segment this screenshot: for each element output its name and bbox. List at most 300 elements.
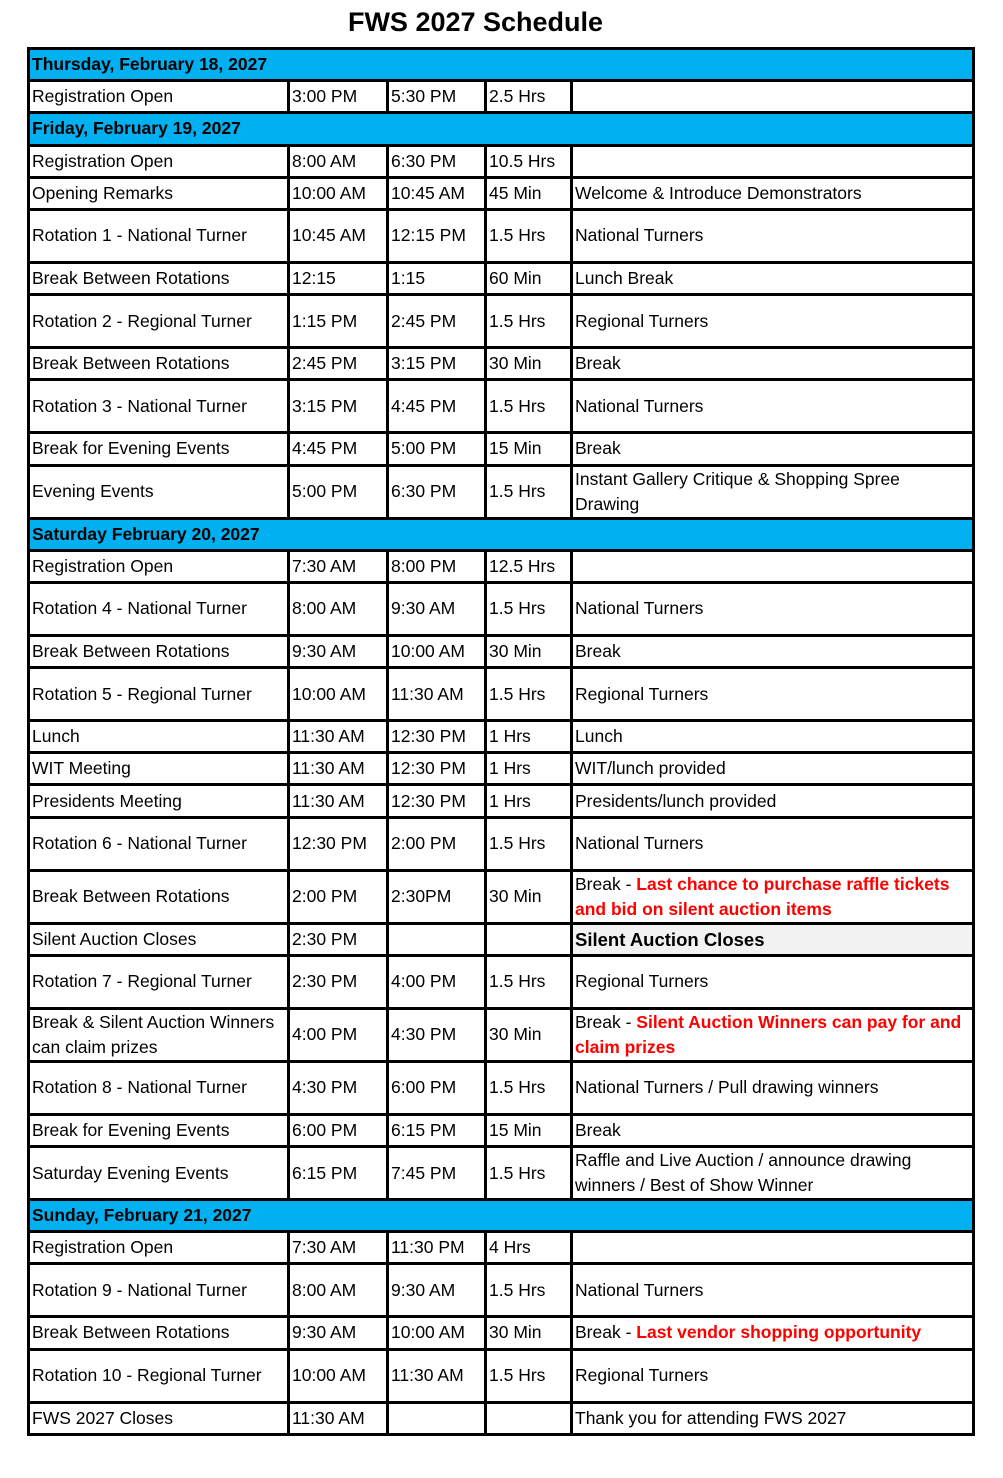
start-time-cell	[290, 1351, 389, 1401]
activity-text: Lunch	[32, 726, 80, 747]
day-header: Thursday, February 18, 2027	[32, 54, 268, 75]
duration-cell	[487, 179, 573, 208]
notes-text	[575, 1148, 967, 1198]
duration-cell	[487, 872, 573, 922]
note-segment: National Turners	[575, 1279, 704, 1300]
schedule-row	[30, 1351, 972, 1404]
notes-text	[575, 1320, 921, 1345]
end-time-cell	[389, 754, 487, 783]
activity-cell	[30, 1318, 290, 1347]
notes-cell	[573, 669, 972, 719]
day-header: Sunday, February 21, 2027	[32, 1205, 252, 1226]
end-time-text: 4:45 PM	[391, 395, 457, 416]
start-time-cell	[290, 349, 389, 378]
activity-cell	[30, 1148, 290, 1198]
schedule-row	[30, 1010, 972, 1063]
duration-cell	[487, 1265, 573, 1315]
alert-note: Last chance to purchase raffle tickets and bid on silent auction items	[575, 873, 950, 919]
activity-text: Break Between Rotations	[32, 353, 230, 374]
note-segment: Break	[575, 353, 621, 374]
notes-text	[575, 927, 764, 952]
end-time-cell	[389, 669, 487, 719]
start-time-cell	[290, 82, 389, 111]
start-time-cell	[290, 819, 389, 869]
note-segment: Regional Turners	[575, 683, 709, 704]
duration-text: 1.5 Hrs	[489, 683, 546, 704]
notes-cell	[573, 754, 972, 783]
start-time-text: 2:30 PM	[292, 928, 358, 949]
notes-cell	[573, 1233, 972, 1262]
note-segment: Silent Auction Closes	[575, 928, 765, 950]
end-time-cell	[389, 381, 487, 431]
duration-cell	[487, 722, 573, 751]
notes-text	[575, 1075, 878, 1100]
activity-text: Rotation 7 - Regional Turner	[32, 971, 252, 992]
notes-cell	[573, 637, 972, 666]
start-time-cell	[290, 1318, 389, 1347]
end-time-cell	[389, 925, 487, 954]
end-time-cell	[389, 1148, 487, 1198]
start-time-cell	[290, 754, 389, 783]
end-time-cell	[389, 264, 487, 293]
schedule-row	[30, 957, 972, 1010]
notes-text	[575, 1118, 621, 1143]
start-time-cell	[290, 264, 389, 293]
end-time-cell	[389, 179, 487, 208]
activity-text: Rotation 10 - Regional Turner	[32, 1365, 262, 1386]
schedule-row	[30, 819, 972, 872]
schedule-row	[30, 584, 972, 637]
schedule-row	[30, 1063, 972, 1116]
activity-text: Break Between Rotations	[32, 886, 230, 907]
start-time-text: 8:00 AM	[292, 150, 357, 171]
duration-cell	[487, 754, 573, 783]
schedule-row	[30, 925, 972, 957]
activity-cell	[30, 264, 290, 293]
activity-cell	[30, 669, 290, 719]
start-time-cell	[290, 1265, 389, 1315]
duration-cell	[487, 637, 573, 666]
duration-text: 1 Hrs	[489, 758, 531, 779]
start-time-cell	[290, 1116, 389, 1145]
notes-cell	[573, 1351, 972, 1401]
activity-cell	[30, 179, 290, 208]
schedule-row	[30, 1148, 972, 1201]
note-segment: National Turners	[575, 225, 704, 246]
start-time-text: 9:30 AM	[292, 1322, 357, 1343]
notes-cell	[573, 179, 972, 208]
notes-text	[575, 872, 967, 922]
end-time-text: 1:15	[391, 268, 426, 289]
notes-text	[575, 309, 708, 334]
note-segment: Break	[575, 438, 621, 459]
start-time-text: 12:30 PM	[292, 833, 367, 854]
duration-cell	[487, 786, 573, 815]
start-time-cell	[290, 381, 389, 431]
activity-text: Registration Open	[32, 150, 174, 171]
activity-cell	[30, 637, 290, 666]
note-segment: National Turners	[575, 395, 704, 416]
end-time-text: 2:45 PM	[391, 310, 457, 331]
day-header: Saturday February 20, 2027	[32, 523, 260, 544]
activity-cell	[30, 957, 290, 1007]
notes-cell	[573, 819, 972, 869]
notes-text	[575, 1010, 967, 1060]
start-time-cell	[290, 722, 389, 751]
end-time-text: 6:00 PM	[391, 1077, 457, 1098]
duration-text: 2.5 Hrs	[489, 86, 546, 107]
end-time-text: 11:30 AM	[391, 1365, 464, 1386]
duration-cell	[487, 957, 573, 1007]
duration-cell	[487, 264, 573, 293]
activity-cell	[30, 1404, 290, 1433]
end-time-cell	[389, 1265, 487, 1315]
activity-text: WIT Meeting	[32, 758, 131, 779]
activity-text: Evening Events	[32, 481, 154, 501]
activity-cell	[30, 82, 290, 111]
note-segment: Break -	[575, 1322, 637, 1343]
end-time-text: 11:30 PM	[391, 1237, 465, 1258]
end-time-cell	[389, 1010, 487, 1060]
duration-text: 1 Hrs	[489, 726, 531, 747]
note-segment: Instant Gallery Critique & Shopping Spree Drawing	[575, 468, 900, 514]
start-time-text: 1:15 PM	[292, 310, 358, 331]
activity-text: Presidents Meeting	[32, 790, 182, 811]
start-time-text: 4:30 PM	[292, 1077, 358, 1098]
end-time-text: 2:30PM	[391, 886, 452, 907]
activity-text: Rotation 6 - National Turner	[32, 833, 247, 854]
notes-cell	[573, 211, 972, 261]
note-segment: Lunch	[575, 726, 623, 747]
start-time-cell	[290, 872, 389, 922]
duration-text: 1.5 Hrs	[489, 1162, 546, 1183]
duration-text: 1.5 Hrs	[489, 225, 546, 246]
notes-text	[575, 682, 708, 707]
start-time-cell	[290, 434, 389, 463]
note-segment: National Turners	[575, 598, 704, 619]
duration-cell	[487, 1318, 573, 1347]
notes-text	[575, 467, 967, 517]
day-header-row	[30, 520, 972, 552]
end-time-cell	[389, 1063, 487, 1113]
activity-text: Registration Open	[32, 555, 174, 576]
start-time-text: 4:45 PM	[292, 438, 358, 459]
schedule-row	[30, 669, 972, 722]
start-time-text: 11:30 AM	[292, 758, 365, 779]
schedule-row	[30, 552, 972, 584]
schedule-row	[30, 1404, 972, 1436]
activity-cell	[30, 467, 290, 517]
notes-text	[575, 639, 621, 664]
start-time-cell	[290, 786, 389, 815]
duration-text: 30 Min	[489, 640, 542, 661]
note-segment: Break	[575, 640, 621, 661]
day-header-row	[30, 114, 972, 146]
note-segment: Break -	[575, 1011, 637, 1032]
notes-cell	[573, 1265, 972, 1315]
activity-cell	[30, 434, 290, 463]
schedule-row	[30, 637, 972, 669]
duration-cell	[487, 552, 573, 581]
end-time-text: 12:30 PM	[391, 790, 466, 811]
activity-text: Opening Remarks	[32, 182, 174, 203]
activity-text: Rotation 9 - National Turner	[32, 1279, 247, 1300]
end-time-cell	[389, 957, 487, 1007]
activity-cell	[30, 296, 290, 346]
start-time-cell	[290, 552, 389, 581]
note-segment: WIT/lunch provided	[575, 758, 726, 779]
activity-cell	[30, 819, 290, 869]
duration-text: 30 Min	[489, 1322, 542, 1343]
schedule-row	[30, 82, 972, 114]
start-time-text: 11:30 AM	[292, 1407, 365, 1428]
activity-cell	[30, 1010, 290, 1060]
activity-cell	[30, 722, 290, 751]
duration-cell	[487, 1010, 573, 1060]
activity-text: Saturday Evening Events	[32, 1162, 229, 1183]
notes-cell	[573, 925, 972, 954]
notes-cell	[573, 1148, 972, 1198]
schedule-row	[30, 211, 972, 264]
activity-cell	[30, 584, 290, 634]
notes-text	[575, 1363, 708, 1388]
activity-text: Rotation 3 - National Turner	[32, 395, 247, 416]
notes-cell	[573, 82, 972, 111]
schedule-row	[30, 296, 972, 349]
activity-text: Rotation 1 - National Turner	[32, 225, 247, 246]
duration-cell	[487, 1233, 573, 1262]
activity-text: Break for Evening Events	[32, 1119, 230, 1140]
activity-cell	[30, 349, 290, 378]
start-time-cell	[290, 1010, 389, 1060]
end-time-text: 10:45 AM	[391, 182, 465, 203]
end-time-text: 12:30 PM	[391, 726, 466, 747]
notes-cell	[573, 1010, 972, 1060]
activity-text: FWS 2027 Closes	[32, 1407, 174, 1428]
notes-text	[575, 596, 703, 621]
note-segment: Raffle and Live Auction / announce drawing winners / Best of Show Winner	[575, 1150, 912, 1195]
schedule-row	[30, 1318, 972, 1350]
notes-cell	[573, 957, 972, 1007]
start-time-cell	[290, 147, 389, 176]
duration-text: 15 Min	[489, 438, 542, 459]
note-segment: Presidents/lunch provided	[575, 790, 777, 811]
start-time-cell	[290, 1404, 389, 1433]
start-time-text: 4:00 PM	[292, 1024, 358, 1045]
activity-text: Silent Auction Closes	[32, 928, 197, 949]
duration-text: 30 Min	[489, 353, 542, 374]
duration-cell	[487, 296, 573, 346]
duration-text: 10.5 Hrs	[489, 150, 556, 171]
note-segment: Break	[575, 1119, 621, 1140]
notes-cell	[573, 147, 972, 176]
activity-text: Break Between Rotations	[32, 268, 230, 289]
activity-cell	[30, 754, 290, 783]
activity-text: Rotation 2 - Regional Turner	[32, 310, 252, 331]
end-time-text: 9:30 AM	[391, 1279, 456, 1300]
activity-text: Break & Silent Auction Winners can claim prizes	[32, 1011, 275, 1057]
duration-cell	[487, 1404, 573, 1433]
start-time-text: 7:30 AM	[292, 555, 357, 576]
alert-note: Silent Auction Winners can pay for and claim prizes	[575, 1011, 962, 1057]
notes-text	[575, 969, 708, 994]
notes-cell	[573, 786, 972, 815]
activity-cell	[30, 1063, 290, 1113]
duration-cell	[487, 1063, 573, 1113]
start-time-cell	[290, 1148, 389, 1198]
start-time-text: 12:15	[292, 268, 336, 289]
notes-text	[575, 756, 726, 781]
notes-text	[575, 1278, 703, 1303]
duration-text: 1.5 Hrs	[489, 310, 546, 331]
note-segment: Regional Turners	[575, 310, 709, 331]
schedule-row	[30, 1116, 972, 1148]
schedule-row	[30, 349, 972, 381]
activity-cell	[30, 1351, 290, 1401]
start-time-text: 2:30 PM	[292, 971, 358, 992]
duration-text: 30 Min	[489, 886, 542, 907]
end-time-text: 6:30 PM	[391, 150, 457, 171]
duration-text: 1.5 Hrs	[489, 598, 546, 619]
start-time-cell	[290, 467, 389, 517]
schedule-row	[30, 1265, 972, 1318]
end-time-text: 6:15 PM	[391, 1119, 457, 1140]
end-time-text: 10:00 AM	[391, 640, 465, 661]
end-time-text: 12:30 PM	[391, 758, 466, 779]
activity-text: Rotation 4 - National Turner	[32, 598, 247, 619]
activity-cell	[30, 1116, 290, 1145]
notes-cell	[573, 872, 972, 922]
end-time-text: 5:30 PM	[391, 86, 457, 107]
end-time-cell	[389, 349, 487, 378]
end-time-cell	[389, 637, 487, 666]
notes-text	[575, 181, 862, 206]
notes-cell	[573, 296, 972, 346]
duration-text: 1.5 Hrs	[489, 1077, 546, 1098]
activity-text: Rotation 8 - National Turner	[32, 1077, 247, 1098]
activity-cell	[30, 211, 290, 261]
duration-text: 4 Hrs	[489, 1237, 531, 1258]
duration-cell	[487, 381, 573, 431]
schedule-row	[30, 722, 972, 754]
end-time-cell	[389, 82, 487, 111]
notes-text	[575, 831, 703, 856]
notes-cell	[573, 1063, 972, 1113]
end-time-cell	[389, 584, 487, 634]
notes-text	[575, 1406, 846, 1431]
duration-cell	[487, 467, 573, 517]
start-time-text: 3:00 PM	[292, 86, 358, 107]
end-time-text: 12:15 PM	[391, 225, 466, 246]
end-time-cell	[389, 1233, 487, 1262]
end-time-cell	[389, 819, 487, 869]
page-title: FWS 2027 Schedule	[347, 7, 604, 37]
notes-cell	[573, 552, 972, 581]
notes-cell	[573, 722, 972, 751]
duration-cell	[487, 819, 573, 869]
notes-cell	[573, 1404, 972, 1433]
activity-text: Rotation 5 - Regional Turner	[32, 683, 252, 704]
duration-text: 12.5 Hrs	[489, 555, 556, 576]
day-header: Friday, February 19, 2027	[32, 118, 241, 139]
notes-cell	[573, 1318, 972, 1347]
end-time-cell	[389, 296, 487, 346]
note-segment: Break -	[575, 873, 637, 894]
end-time-text: 3:15 PM	[391, 353, 457, 374]
duration-text: 15 Min	[489, 1119, 542, 1140]
start-time-cell	[290, 1233, 389, 1262]
schedule-row	[30, 147, 972, 179]
end-time-cell	[389, 722, 487, 751]
notes-cell	[573, 467, 972, 517]
note-segment: Thank you for attending FWS 2027	[575, 1407, 847, 1428]
end-time-cell	[389, 147, 487, 176]
activity-cell	[30, 872, 290, 922]
start-time-text: 10:00 AM	[292, 683, 366, 704]
schedule-row	[30, 179, 972, 211]
notes-text	[575, 351, 621, 376]
start-time-text: 2:00 PM	[292, 886, 358, 907]
duration-text: 1.5 Hrs	[489, 1365, 546, 1386]
notes-cell	[573, 1116, 972, 1145]
activity-text: Break Between Rotations	[32, 640, 230, 661]
start-time-text: 10:00 AM	[292, 1365, 366, 1386]
activity-cell	[30, 925, 290, 954]
alert-note: Last vendor shopping opportunity	[636, 1322, 922, 1343]
notes-text	[575, 724, 623, 749]
end-time-cell	[389, 467, 487, 517]
activity-cell	[30, 381, 290, 431]
activity-cell	[30, 1233, 290, 1262]
duration-cell	[487, 82, 573, 111]
end-time-cell	[389, 434, 487, 463]
schedule-row	[30, 381, 972, 434]
note-segment: Welcome & Introduce Demonstrators	[575, 182, 862, 203]
activity-cell	[30, 1265, 290, 1315]
notes-cell	[573, 264, 972, 293]
start-time-cell	[290, 637, 389, 666]
schedule-row	[30, 434, 972, 466]
end-time-cell	[389, 211, 487, 261]
notes-text	[575, 436, 621, 461]
activity-text: Registration Open	[32, 86, 174, 107]
schedule-row	[30, 467, 972, 520]
end-time-text: 8:00 PM	[391, 555, 457, 576]
start-time-text: 9:30 AM	[292, 640, 357, 661]
start-time-text: 11:30 AM	[292, 726, 365, 747]
duration-text: 1.5 Hrs	[489, 1279, 546, 1300]
start-time-text: 11:30 AM	[292, 790, 365, 811]
duration-text: 60 Min	[489, 268, 542, 289]
notes-cell	[573, 381, 972, 431]
duration-text: 30 Min	[489, 1024, 542, 1045]
duration-cell	[487, 925, 573, 954]
schedule-row	[30, 754, 972, 786]
start-time-cell	[290, 925, 389, 954]
note-segment: Regional Turners	[575, 1365, 709, 1386]
note-segment: National Turners	[575, 833, 704, 854]
end-time-text: 4:30 PM	[391, 1024, 457, 1045]
activity-cell	[30, 786, 290, 815]
activity-cell	[30, 552, 290, 581]
notes-text	[575, 266, 673, 291]
end-time-text: 4:00 PM	[391, 971, 457, 992]
start-time-text: 5:00 PM	[292, 481, 358, 501]
start-time-text: 3:15 PM	[292, 395, 358, 416]
notes-cell	[573, 349, 972, 378]
duration-cell	[487, 1148, 573, 1198]
activity-text: Break for Evening Events	[32, 438, 230, 459]
